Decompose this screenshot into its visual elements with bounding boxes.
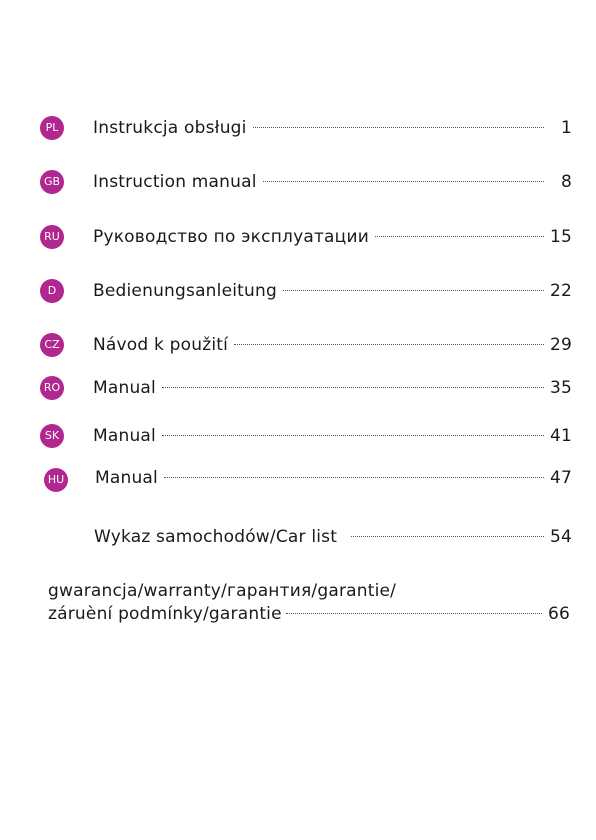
toc-title-ro: Manual: [93, 378, 156, 398]
toc-page-ru: 15: [549, 227, 572, 247]
toc-page-hu: 47: [549, 468, 572, 488]
dot-leader: [164, 477, 544, 478]
toc-row-pl[interactable]: [40, 113, 572, 143]
language-badge-hu: HU: [44, 468, 68, 492]
dot-leader: [234, 344, 544, 345]
toc-page-pl: 1: [560, 118, 572, 138]
toc-title-pl: Instrukcja obsługi: [93, 118, 247, 138]
toc-title-d: Bedienungsanleitung: [93, 281, 277, 301]
dot-leader: [162, 435, 544, 436]
toc-title-ru: Руководство по эксплуатации: [93, 227, 369, 247]
toc-title-warranty-line2: záruèní podmínky/garantie: [48, 604, 282, 624]
toc-row-warranty[interactable]: [48, 580, 570, 626]
toc-title-car-list: Wykaz samochodów/Car list: [94, 527, 338, 547]
dot-leader: [286, 613, 542, 614]
dot-leader: [162, 387, 544, 388]
toc-row-car-list[interactable]: [40, 522, 572, 552]
toc-page-d: 22: [549, 281, 572, 301]
toc-title-hu: Manual: [95, 468, 158, 488]
toc-page-cz: 29: [549, 335, 572, 355]
toc-page-car-list: 54: [549, 527, 572, 547]
dot-leader: [375, 236, 544, 237]
toc-page-warranty: 66: [547, 604, 570, 624]
toc-page-ro: 35: [549, 378, 572, 398]
language-badge-ru: RU: [40, 225, 64, 249]
toc-title-warranty-line1: gwarancja/warranty/гарантия/garantie/: [48, 581, 397, 601]
toc-title-sk: Manual: [93, 426, 156, 446]
toc-title-gb: Instruction manual: [93, 172, 257, 192]
toc-row-sk[interactable]: [40, 421, 572, 451]
language-badge-d: D: [40, 279, 64, 303]
toc-row-gb[interactable]: [40, 167, 572, 197]
language-badge-ro: RO: [40, 376, 64, 400]
language-badge-pl: PL: [40, 116, 64, 140]
language-badge-cz: CZ: [40, 333, 64, 357]
language-badge-sk: SK: [40, 424, 64, 448]
toc-row-cz[interactable]: [40, 330, 572, 360]
dot-leader: [253, 127, 544, 128]
toc-row-ro[interactable]: [40, 373, 572, 403]
toc-page-sk: 41: [549, 426, 572, 446]
toc-row-ru[interactable]: [40, 222, 572, 252]
language-badge-gb: GB: [40, 170, 64, 194]
toc-page-gb: 8: [560, 172, 572, 192]
dot-leader: [263, 181, 544, 182]
toc-row-d[interactable]: [40, 276, 572, 306]
toc-row-hu[interactable]: [40, 463, 572, 493]
dot-leader: [351, 536, 544, 537]
dot-leader: [283, 290, 544, 291]
toc-title-cz: Návod k použití: [93, 335, 229, 355]
